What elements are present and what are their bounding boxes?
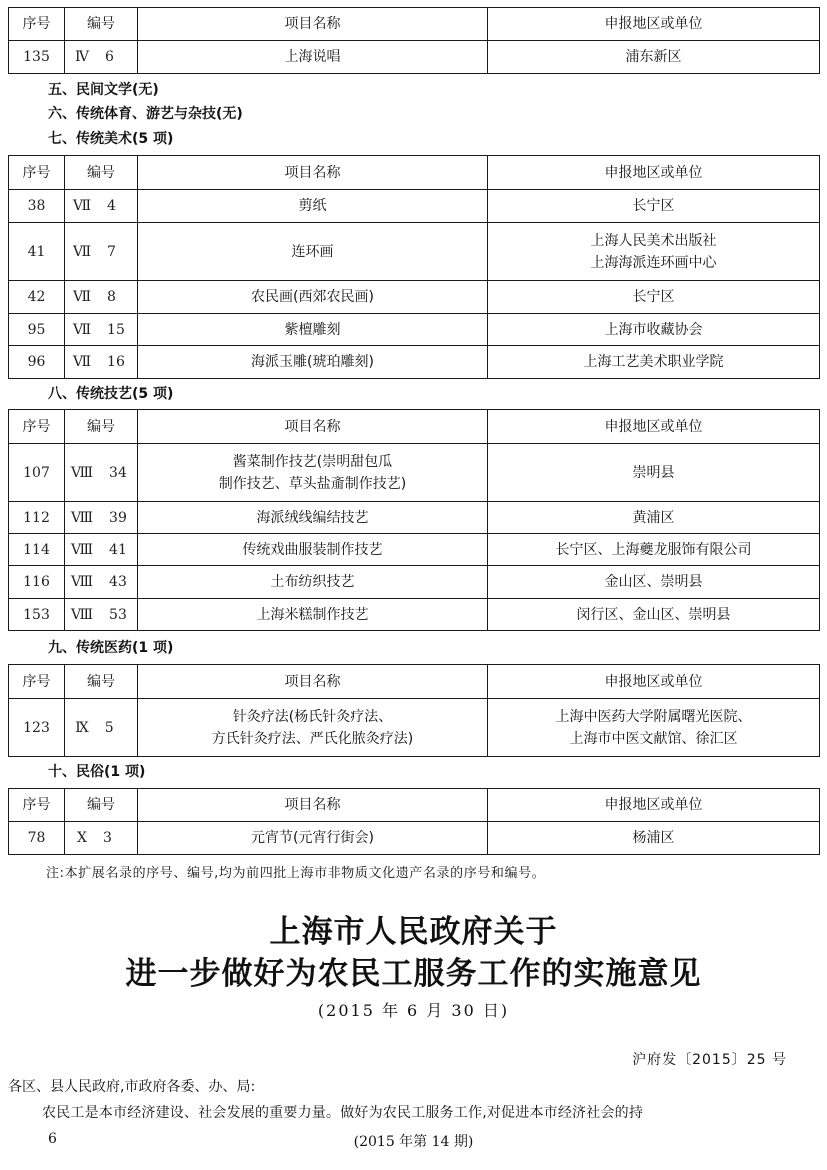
header-name: 项目名称	[138, 665, 488, 699]
row-name: 上海说唱	[138, 41, 488, 74]
heritage-table-folk-customs	[8, 788, 820, 855]
row-code: Ⅷ 53	[65, 599, 138, 631]
heritage-table-crafts	[8, 409, 820, 631]
table-header-row	[9, 156, 820, 190]
table-row	[9, 41, 820, 74]
row-region: 长宁区	[488, 281, 820, 314]
table-header-row	[9, 8, 820, 41]
row-code: Ⅷ 34	[65, 444, 138, 502]
row-region: 崇明县	[488, 444, 820, 502]
table-row	[9, 346, 820, 379]
header-no: 序号	[9, 789, 65, 822]
table-row	[9, 534, 820, 566]
row-code: Ⅷ 43	[65, 566, 138, 599]
row-code: Ⅷ 41	[65, 534, 138, 566]
row-region: 闵行区、金山区、崇明县	[488, 599, 820, 631]
row-no: 123	[9, 699, 65, 757]
header-no: 序号	[9, 8, 65, 41]
row-code: Ⅶ 7	[65, 223, 138, 281]
row-region: 长宁区、上海夔龙服饰有限公司	[488, 534, 820, 566]
row-no: 135	[9, 41, 65, 74]
table-row	[9, 223, 820, 281]
table-header-row	[9, 665, 820, 699]
row-no: 112	[9, 502, 65, 534]
row-no: 116	[9, 566, 65, 599]
section-heading-folk-customs: 十、民俗(1 项)	[48, 764, 146, 780]
row-code: Ⅳ 6	[65, 41, 138, 74]
section-heading-folk-literature: 五、民间文学(无)	[48, 82, 159, 98]
row-no: 153	[9, 599, 65, 631]
table-row	[9, 444, 820, 502]
table-footnote: 注:本扩展名录的序号、编号,均为前四批上海市非物质文化遗产名录的序号和编号。	[46, 866, 546, 881]
header-name: 项目名称	[138, 156, 488, 190]
heritage-table-medicine	[8, 664, 820, 757]
section-heading-medicine: 九、传统医药(1 项)	[48, 640, 174, 656]
row-no: 42	[9, 281, 65, 314]
header-no: 序号	[9, 410, 65, 444]
row-region: 黄浦区	[488, 502, 820, 534]
header-name: 项目名称	[138, 8, 488, 41]
row-name: 元宵节(元宵行街会)	[138, 822, 488, 855]
document-title-line2: 进一步做好为农民工服务工作的实施意见	[125, 956, 702, 992]
header-name: 项目名称	[138, 410, 488, 444]
row-name: 酱菜制作技艺(崇明甜包瓜 制作技艺、草头盐齑制作技艺)	[138, 444, 488, 502]
row-name: 剪纸	[138, 190, 488, 223]
row-name: 连环画	[138, 223, 488, 281]
row-no: 78	[9, 822, 65, 855]
table-header-row	[9, 789, 820, 822]
row-region: 上海市收藏协会	[488, 314, 820, 346]
page-number: 6	[48, 1131, 57, 1147]
section-heading-crafts: 八、传统技艺(5 项)	[48, 386, 174, 402]
row-code: Ⅹ 3	[65, 822, 138, 855]
body-paragraph: 农民工是本市经济建设、社会发展的重要力量。做好为农民工服务工作,对促进本市经济社会的持	[42, 1105, 644, 1121]
table-row	[9, 599, 820, 631]
row-name: 海派玉雕(琥珀雕刻)	[138, 346, 488, 379]
header-code: 编号	[65, 8, 138, 41]
row-no: 107	[9, 444, 65, 502]
section-heading-sports-acrobatics: 六、传统体育、游艺与杂技(无)	[48, 106, 243, 122]
heritage-table-continued	[8, 7, 820, 74]
row-no: 96	[9, 346, 65, 379]
row-name: 上海米糕制作技艺	[138, 599, 488, 631]
row-code: Ⅷ 39	[65, 502, 138, 534]
header-code: 编号	[65, 156, 138, 190]
row-code: Ⅶ 4	[65, 190, 138, 223]
row-region: 上海工艺美术职业学院	[488, 346, 820, 379]
row-name: 农民画(西郊农民画)	[138, 281, 488, 314]
row-region: 浦东新区	[488, 41, 820, 74]
row-code: Ⅶ 15	[65, 314, 138, 346]
header-no: 序号	[9, 665, 65, 699]
row-code: Ⅶ 8	[65, 281, 138, 314]
row-name: 传统戏曲服装制作技艺	[138, 534, 488, 566]
table-row	[9, 566, 820, 599]
row-region: 杨浦区	[488, 822, 820, 855]
header-region: 申报地区或单位	[488, 789, 820, 822]
row-code: Ⅶ 16	[65, 346, 138, 379]
header-name: 项目名称	[138, 789, 488, 822]
header-region: 申报地区或单位	[488, 156, 820, 190]
table-row	[9, 190, 820, 223]
table-row	[9, 502, 820, 534]
section-heading-fine-arts: 七、传统美术(5 项)	[48, 131, 174, 147]
heritage-table-fine-arts	[8, 155, 820, 379]
row-region: 上海中医药大学附属曙光医院、 上海市中医文献馆、徐汇区	[488, 699, 820, 757]
header-code: 编号	[65, 665, 138, 699]
row-code: Ⅸ 5	[65, 699, 138, 757]
row-region: 金山区、崇明县	[488, 566, 820, 599]
table-header-row	[9, 410, 820, 444]
table-row	[9, 822, 820, 855]
header-no: 序号	[9, 156, 65, 190]
addressee: 各区、县人民政府,市政府各委、办、局:	[8, 1079, 256, 1095]
header-region: 申报地区或单位	[488, 410, 820, 444]
row-name: 海派绒线编结技艺	[138, 502, 488, 534]
row-no: 38	[9, 190, 65, 223]
row-name: 针灸疗法(杨氏针灸疗法、 方氏针灸疗法、严氏化脓灸疗法)	[138, 699, 488, 757]
document-number: 沪府发〔2015〕25 号	[632, 1052, 787, 1068]
document-date: (2015 年 6 月 30 日)	[317, 1001, 510, 1020]
row-name: 土布纺织技艺	[138, 566, 488, 599]
row-region: 上海人民美术出版社 上海海派连环画中心	[488, 223, 820, 281]
header-region: 申报地区或单位	[488, 665, 820, 699]
document-title-line1: 上海市人民政府关于	[269, 914, 558, 950]
table-row	[9, 699, 820, 757]
table-row	[9, 281, 820, 314]
row-name: 紫檀雕刻	[138, 314, 488, 346]
row-no: 114	[9, 534, 65, 566]
header-code: 编号	[65, 410, 138, 444]
issue-label: (2015 年第 14 期)	[353, 1134, 474, 1150]
table-row	[9, 314, 820, 346]
header-code: 编号	[65, 789, 138, 822]
row-no: 41	[9, 223, 65, 281]
row-region: 长宁区	[488, 190, 820, 223]
header-region: 申报地区或单位	[488, 8, 820, 41]
row-no: 95	[9, 314, 65, 346]
